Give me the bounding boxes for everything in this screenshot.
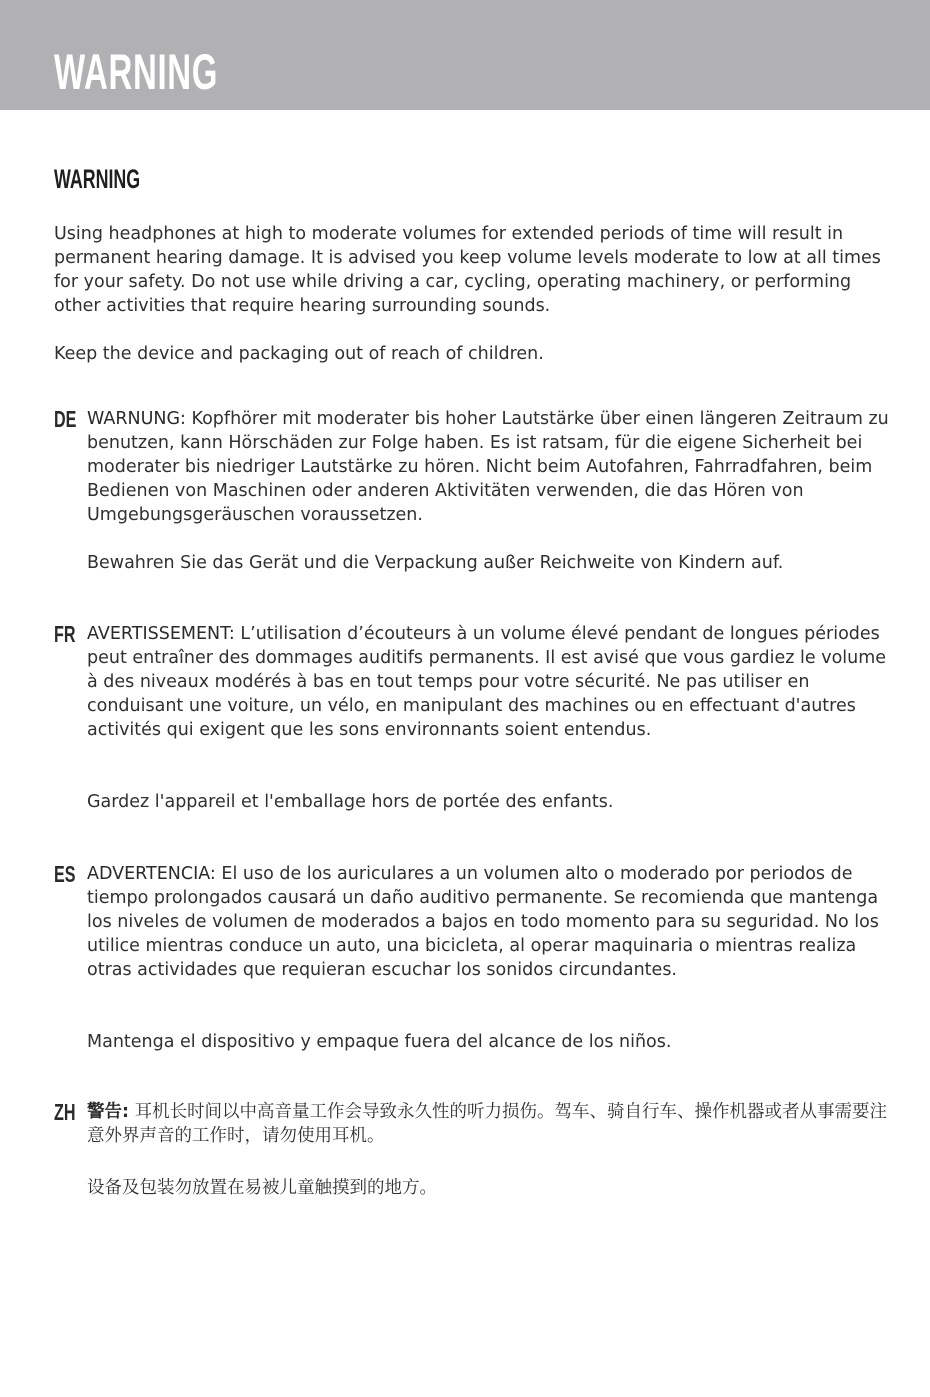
warning-label-es: ADVERTENCIA: [87, 864, 216, 884]
warning-text-zh: 耳机长时间以中高音量工作会导致永久性的听力损伤。驾车、骑自行车、操作机器或者从事需要注意外界声音的工作时，请勿使用耳机。 [87, 1102, 888, 1146]
page-title: WARNING [54, 44, 219, 100]
warning-paragraph-fr [87, 622, 899, 742]
children-paragraph-es: Mantenga el dispositivo y empaque fuera del alcance de los niños. [87, 1032, 672, 1052]
header-band [0, 0, 930, 110]
language-code-de: DE [54, 406, 77, 432]
children-paragraph-de: Bewahren Sie das Gerät und die Verpackung außer Reichweite von Kindern auf. [87, 553, 784, 573]
english-warning-paragraph: Using headphones at high to moderate volumes for extended periods of time will result in permanent hearing damage. It is advised you keep volume levels moderate to low at all times for your safety. Do not use while driving a car, cycling, operating machinery, or performing other activities that require hearing surrounding sounds. [54, 224, 881, 316]
children-paragraph-fr: Gardez l'appareil et l'emballage hors de portée des enfants. [87, 792, 614, 812]
warning-text-de: Kopfhörer mit moderater bis hoher Lautstärke über einen längeren Zeitraum zu benutzen, kann Hörschäden zur Folge haben. Es ist ratsam, für die eigene Sicherheit bei moderater bis niedriger Lautstärke zu hören. Nicht beim Autofahren, Fahrradfahren, beim Bedienen von Maschinen oder anderen Aktivitäten verwenden, die das Hören von Umgebungsgeräuschen voraussetzen. [87, 409, 889, 525]
language-code-fr: FR [54, 621, 76, 647]
warning-text-fr: L’utilisation d’écouteurs à un volume élevé pendant de longues périodes peut entraîner des dommages auditifs permanents. Il est avisé que vous gardiez le volume à des niveaux modérés à bas en tout temps pour votre sécurité. Ne pas utiliser en conduisant une voiture, un vélo, en manipulant des machines ou en effectuant d'autres activités qui exigent que les sons environnants soient entendus. [87, 624, 887, 740]
language-code-zh: ZH [54, 1099, 76, 1125]
warning-text-es: El uso de los auriculares a un volumen alto o moderado por periodos de tiempo prolongados causará un daño auditivo permanente. Se recomienda que mantenga los niveles de volumen de moderados a bajos en todo momento para su seguridad. No los utilice mientras conduce un auto, una bicicleta, al operar maquinaria o mientras realiza otras actividades que requieran escuchar los sonidos circundantes. [87, 864, 879, 980]
warning-paragraph-es [87, 862, 899, 982]
warning-paragraph-de [87, 407, 899, 527]
warning-label-fr: AVERTISSEMENT: [87, 624, 235, 644]
children-paragraph-zh: 设备及包装勿放置在易被儿童触摸到的地方。 [87, 1178, 437, 1198]
warning-paragraph-zh [87, 1100, 899, 1148]
english-children-paragraph: Keep the device and packaging out of reach of children. [54, 344, 544, 364]
warning-label-de: WARNUNG: [87, 409, 186, 429]
warning-label-zh: 警告: [87, 1102, 129, 1122]
language-code-es: ES [54, 861, 76, 887]
warning-heading: WARNING [54, 164, 141, 194]
